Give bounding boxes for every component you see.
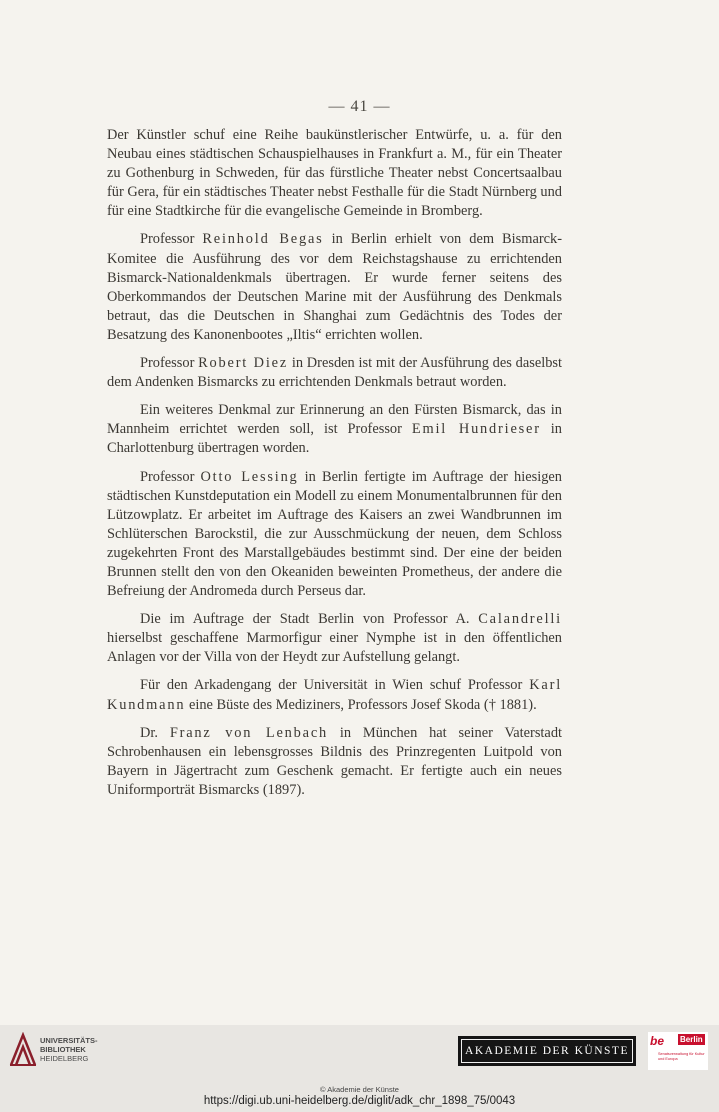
- paragraph: [107, 468, 562, 602]
- text-run: in Berlin erhielt von dem Bismarck-Komitee die Ausführung des vor dem Reichstagshause zu errichtenden Bismarck-Nationaldenkmals übertragen. Er wurde ferner seitens des Oberkommandos der Deutschen Marine mit der Ausführung des Denkmals betraut, das die Deutschen in Shanghai zum Gedächtnis des Todes der Besatzung des Kanonenbootes „Iltis“ errichten wollen.: [107, 231, 563, 343]
- text-run: in Berlin fertigte im Auftrage der hiesigen städtischen Kunstdeputation ein Modell zu einem Monumentalbrunnen für den Lützowplatz. Er arbeitet im Auftrage des Kaisers an zwei Wandbrunnen im Schlüterschen Barockstil, die zur Ausschmückung der neuen, dem Schloss zugekehrten Front des Marstallgebäudes bestimmt sind. Der eine der beiden Brunnen stellt den von den Okeaniden beweinten Prometheus, der andere die Befreiung der Andromeda durch Perseus dar.: [107, 468, 562, 600]
- berlin-senate-logo[interactable]: [648, 1032, 708, 1070]
- university-line-1: UNIVERSITÄTS-: [40, 1036, 98, 1045]
- person-name: Reinhold Begas: [202, 231, 324, 248]
- paragraph: [107, 126, 562, 221]
- person-name: Karl Kundmann: [107, 677, 562, 713]
- person-name: Otto Lessing: [200, 468, 299, 485]
- text-run: in Charlottenburg übertragen worden.: [107, 421, 562, 457]
- berlin-badge: Berlin: [680, 1035, 703, 1044]
- page-url-link[interactable]: https://digi.ub.uni-heidelberg.de/diglit/adk_chr_1898_75/0043: [203, 1095, 516, 1107]
- berlin-sub-text: Senatsverwaltung für Kultur und Europa: [658, 1052, 705, 1061]
- akademie-label: AKADEMIE DER KÜNSTE: [461, 1039, 633, 1063]
- body-text: [107, 126, 562, 809]
- paragraph: [107, 401, 562, 458]
- text-run: hierselbst geschaffene Marmorfigur einer Nymphe ist in den öffentlichen Anlagen vor der Villa von der Heydt zur Aufstellung gelangt.: [107, 630, 562, 666]
- university-line-2: BIBLIOTHEK: [40, 1045, 86, 1054]
- text-run: Professor: [140, 355, 199, 372]
- copyright-notice: © Akademie der Künste: [320, 1085, 399, 1094]
- text-run: in München hat seiner Vaterstadt Schrobenhausen ein lebensgrosses Bildnis des Prinzregenten Luitpold von Bayern in Jägertracht zum Geschenk gemacht. Er fertigte auch ein neues Uniformporträt Bismarcks (1897).: [107, 724, 563, 798]
- text-run: Dr.: [140, 724, 170, 741]
- paragraph: [107, 676, 562, 714]
- paragraph: [107, 230, 562, 345]
- text-run: Professor: [140, 468, 201, 485]
- page-number: — 41 —: [328, 98, 391, 115]
- person-name: Franz von Lenbach: [169, 724, 329, 741]
- text-run: Die im Auftrage der Stadt Berlin von Professor A.: [140, 611, 479, 628]
- text-run: in Dresden ist mit der Ausführung des daselbst dem Andenken Bismarcks zu errichtenden Denkmals betraut worden.: [107, 355, 562, 391]
- paragraph: [107, 610, 562, 667]
- university-library-name[interactable]: [40, 1036, 98, 1063]
- text-run: Professor: [140, 231, 203, 248]
- person-name: Calandrelli: [478, 611, 562, 628]
- paragraph: [107, 354, 562, 392]
- university-library-logo-icon[interactable]: [8, 1032, 38, 1068]
- text-run: Ein weiteres Denkmal zur Erinnerung an den Fürsten Bismarck, das in Mannheim errichtet werden soll, ist Professor: [107, 402, 562, 438]
- text-run: Der Künstler schuf eine Reihe baukünstlerischer Entwürfe, u. a. für den Neubau eines städtischen Schauspielhauses in Frankfurt a. M., für ein Theater zu Gothenburg in Schweden, für das fürstliche Theater nebst Concertsaalbau für Gera, für ein städtisches Theater nebst Festhalle für die Stadt Nürnberg und für eine Stadtkirche für die evangelische Gemeinde in Bromberg.: [107, 127, 562, 220]
- text-run: Für den Arkadengang der Universität in Wien schuf Professor: [140, 677, 530, 694]
- text-run: eine Büste des Mediziners, Professors Josef Skoda († 1881).: [185, 696, 537, 713]
- berlin-logo-text: be: [650, 1034, 665, 1048]
- person-name: Emil Hundrieser: [411, 421, 541, 438]
- person-name: Robert Diez: [198, 355, 289, 372]
- akademie-der-kuenste-logo[interactable]: [458, 1036, 636, 1066]
- university-line-3: HEIDELBERG: [40, 1054, 89, 1063]
- paragraph: [107, 724, 562, 800]
